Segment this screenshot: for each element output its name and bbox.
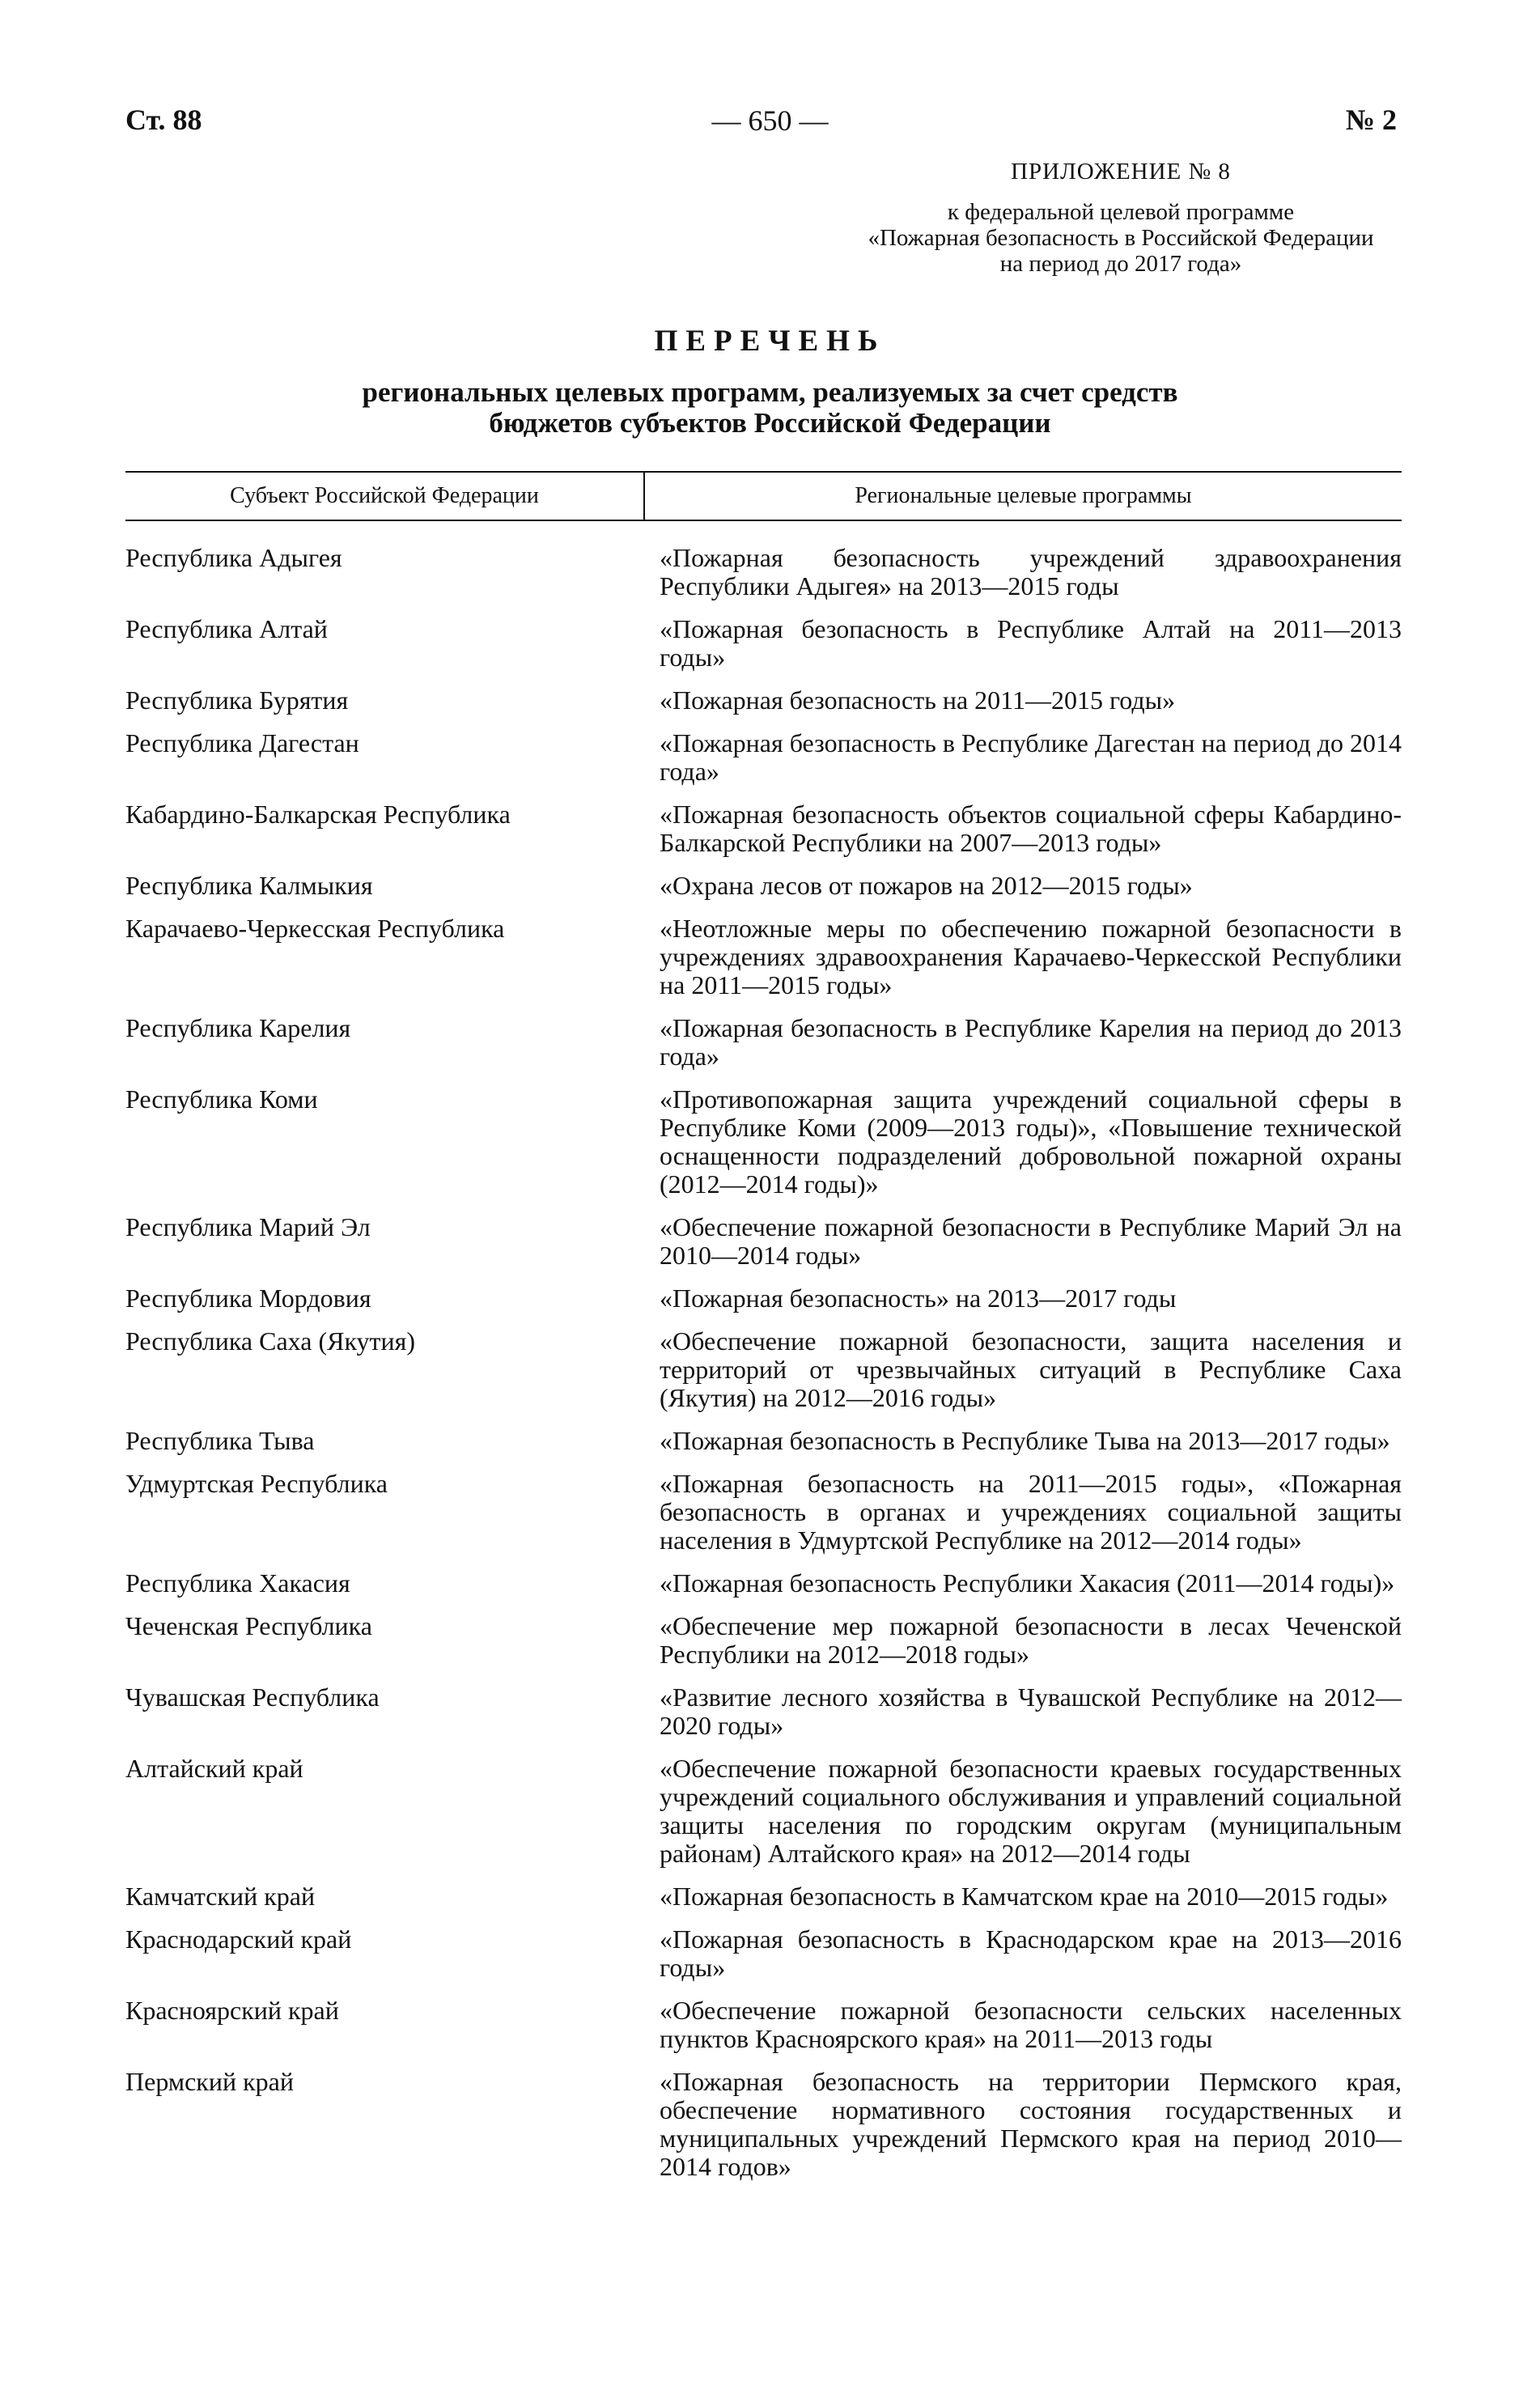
table-row	[125, 872, 1402, 900]
subject-cell: Республика Бурятия	[125, 685, 349, 715]
column-header-subject: Субъект Российской Федерации	[125, 473, 645, 520]
subject-cell: Камчатский край	[125, 1882, 316, 1911]
subject-cell: Чувашская Республика	[125, 1682, 380, 1712]
table-row	[125, 1996, 1402, 2053]
table-row	[125, 686, 1402, 715]
program-cell: «Пожарная безопасность объектов социальной сферы Кабардино-Балкарской Республики на 2007—2013 годы»	[660, 800, 1402, 857]
program-cell: «Обеспечение пожарной безопасности краевых государственных учреждений социального обслуживания и управлений социальной защиты населения по городским округам (муниципальным районам) Алтайского края» на 2012—2014 годы	[660, 1754, 1402, 1868]
program-cell: «Пожарная безопасность на территории Пермского края, обеспечение нормативного состояния государственных и муниципальных учреждений Пермского края на период 2010—2014 годов»	[660, 2067, 1402, 2181]
subject-cell: Республика Коми	[125, 1084, 318, 1114]
table-row	[125, 1882, 1402, 1911]
program-cell: «Пожарная безопасность в Камчатском крае на 2010—2015 годы»	[660, 1882, 1389, 1911]
page-number: — 650 —	[711, 104, 829, 137]
table-row	[125, 1085, 1402, 1199]
column-header-programs: Региональные целевые программы	[855, 483, 1192, 508]
program-cell: «Пожарная безопасность в Республике Тыва на 2013—2017 годы»	[660, 1426, 1390, 1455]
subject-cell: Краснодарский край	[125, 1924, 352, 1954]
table-row	[125, 1284, 1402, 1313]
program-cell: «Пожарная безопасность учреждений здравоохранения Республики Адыгея» на 2013—2015 годы	[660, 543, 1402, 600]
table-row	[125, 1213, 1402, 1270]
document-heading	[0, 324, 1540, 439]
document-subtitle: региональных целевых программ, реализуемых за счет средств	[362, 376, 1178, 408]
program-cell: «Пожарная безопасность в Республике Карелия на период до 2013 года»	[660, 1013, 1402, 1071]
subject-cell: Республика Саха (Якутия)	[125, 1326, 416, 1356]
program-cell: «Неотложные меры по обеспечению пожарной безопасности в учреждениях здравоохранения Карачаево-Черкесской Республики на 2011—2015 годы»	[660, 914, 1402, 999]
appendix-line: «Пожарная безопасность в Российской Федерации	[868, 225, 1374, 251]
table-row	[125, 1327, 1402, 1412]
table-row	[125, 1427, 1402, 1455]
subject-cell: Республика Карелия	[125, 1013, 351, 1042]
program-cell: «Охрана лесов от пожаров на 2012—2015 годы»	[660, 871, 1193, 900]
table-row	[125, 800, 1402, 857]
program-cell: «Пожарная безопасность в Республике Дагестан на период до 2014 года»	[660, 728, 1402, 786]
article-number: Ст. 88	[125, 104, 202, 136]
program-cell: «Обеспечение пожарной безопасности, защита населения и территорий от чрезвычайных ситуаций в Республике Саха (Якутия) на 2012—2016 годы»	[660, 1326, 1402, 1412]
program-cell: «Обеспечение мер пожарной безопасности в лесах Чеченской Республики на 2012—2018 годы»	[660, 1611, 1402, 1669]
table-row	[125, 1014, 1402, 1071]
subject-cell: Карачаево-Черкесская Республика	[125, 914, 505, 943]
subject-cell: Республика Мордовия	[125, 1284, 371, 1313]
subject-cell: Республика Калмыкия	[125, 871, 373, 900]
subject-cell: Республика Адыгея	[125, 543, 342, 572]
table-row	[125, 1612, 1402, 1669]
table-row	[125, 615, 1402, 672]
subject-cell: Удмуртская Республика	[125, 1469, 388, 1498]
table-row	[125, 1925, 1402, 1982]
program-cell: «Пожарная безопасность в Краснодарском крае на 2013—2016 годы»	[660, 1924, 1402, 1982]
program-cell: «Противопожарная защита учреждений социальной сферы в Республике Коми (2009—2013 годы)», «Повышение технической оснащенности подразделений добровольной пожарной охраны (2012—2014 годы)»	[660, 1084, 1402, 1199]
subject-cell: Кабардино-Балкарская Республика	[125, 800, 511, 829]
table-row	[125, 544, 1402, 600]
subject-cell: Чеченская Республика	[125, 1611, 372, 1640]
subject-cell: Республика Тыва	[125, 1426, 315, 1455]
program-cell: «Развитие лесного хозяйства в Чувашской Республике на 2012—2020 годы»	[660, 1682, 1402, 1740]
subject-cell: Алтайский край	[125, 1754, 303, 1783]
program-cell: «Пожарная безопасность Республики Хакасия (2011—2014 годы)»	[660, 1568, 1395, 1598]
table-row	[125, 914, 1402, 999]
document-subtitle: бюджетов субъектов Российской Федерации	[489, 407, 1051, 439]
table-row	[125, 1755, 1402, 1868]
table-row	[125, 729, 1402, 786]
appendix-line: к федеральной целевой программе	[947, 199, 1295, 225]
table-header	[125, 471, 1402, 521]
document-title: ПЕРЕЧЕНЬ	[654, 325, 886, 358]
issue-number: № 2	[1345, 104, 1397, 136]
subject-cell: Республика Хакасия	[125, 1568, 350, 1598]
appendix-block	[842, 159, 1400, 277]
subject-cell: Республика Дагестан	[125, 728, 359, 757]
program-cell: «Пожарная безопасность в Республике Алтай на 2011—2013 годы»	[660, 614, 1402, 672]
table-body	[125, 544, 1402, 2196]
program-cell: «Обеспечение пожарной безопасности сельских населенных пунктов Красноярского края» на 2011—2013 годы	[660, 1996, 1402, 2053]
table-row	[125, 1683, 1402, 1740]
appendix-line: на период до 2017 года»	[999, 251, 1242, 277]
program-cell: «Пожарная безопасность» на 2013—2017 годы	[660, 1284, 1177, 1313]
program-cell: «Пожарная безопасность на 2011—2015 годы»	[660, 685, 1176, 715]
table-row	[125, 2068, 1402, 2181]
appendix-title: ПРИЛОЖЕНИЕ № 8	[1011, 159, 1231, 185]
subject-cell: Республика Алтай	[125, 614, 328, 643]
subject-cell: Пермский край	[125, 2067, 294, 2096]
table-row	[125, 1569, 1402, 1598]
program-cell: «Обеспечение пожарной безопасности в Республике Марий Эл на 2010—2014 годы»	[660, 1212, 1402, 1270]
subject-cell: Красноярский край	[125, 1996, 339, 2025]
program-cell: «Пожарная безопасность на 2011—2015 годы», «Пожарная безопасность в органах и учреждениях социальной защиты населения в Удмуртской Республике на 2012—2014 годы»	[660, 1469, 1402, 1555]
table-row	[125, 1470, 1402, 1555]
subject-cell: Республика Марий Эл	[125, 1212, 371, 1241]
